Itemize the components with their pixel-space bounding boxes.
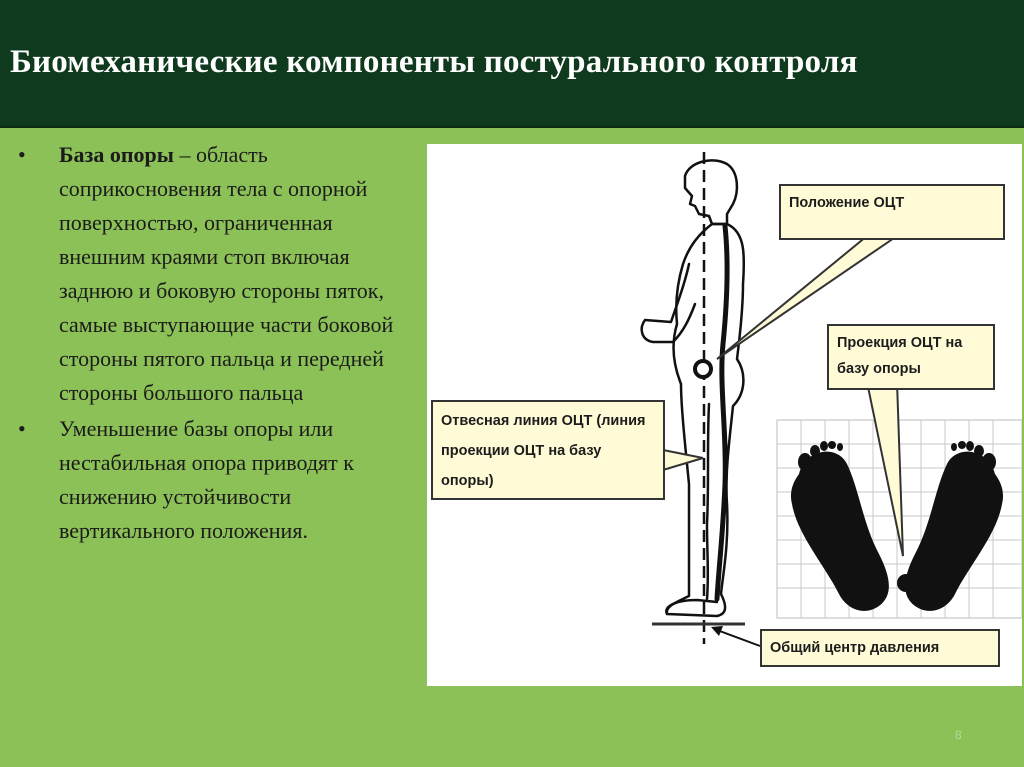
bullet-text: Уменьшение базы опоры или нестабильная опора приводят к снижению устойчивости вертикального положения.: [59, 416, 354, 543]
bullet-reduced-base: [14, 412, 414, 548]
cog-marker: [695, 361, 711, 377]
slide-title: Биомеханические компоненты постурального контроля: [10, 44, 858, 80]
bullet-base-of-support: [14, 138, 414, 410]
bullet-marker: •: [18, 416, 26, 441]
callout-plumb-line: Отвесная линия ОЦТ (линия проекции ОЦТ на базу опоры): [431, 400, 665, 500]
bullet-text: – область соприкосновения тела с опорной поверхностью, ограниченная внешним краями стоп включая заднюю и боковую стороны пяток, самые выступающие части боковой стороны пятого пальца и передней стороны большого пальца: [59, 142, 394, 405]
posture-figure: [427, 144, 1022, 686]
callout-cog-position: Положение ОЦТ: [779, 184, 1005, 240]
bullet-term: База опоры: [59, 142, 174, 167]
bullet-marker: •: [18, 142, 26, 167]
bullet-list: [14, 138, 414, 550]
callout-pressure-center: Общий центр давления: [760, 629, 1000, 667]
page-number: 8: [955, 728, 962, 742]
title-bar: [0, 0, 1024, 128]
human-figure: [642, 160, 744, 616]
callout-cog-projection: Проекция ОЦТ на базу опоры: [827, 324, 995, 390]
callout-pointer-plumb-line: [663, 450, 703, 470]
arrow-pressure-center: [711, 626, 760, 646]
pressure-center-dot: [897, 574, 915, 592]
